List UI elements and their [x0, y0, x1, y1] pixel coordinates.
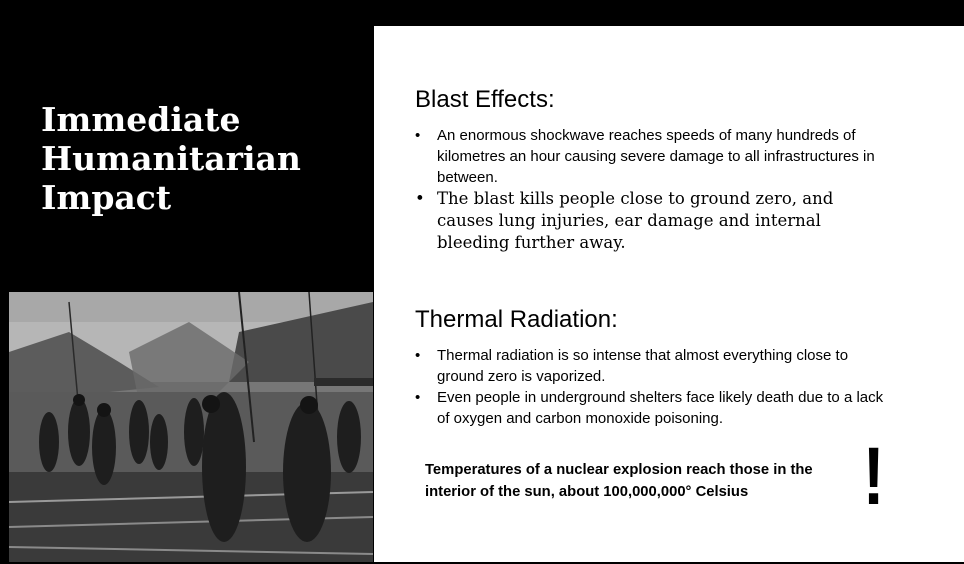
thermal-radiation-heading: Thermal Radiation:	[415, 306, 618, 333]
list-item: • The blast kills people close to ground zero, and causes lung injuries, ear damage and internal bleeding further away.	[415, 188, 875, 254]
top-black-bar	[0, 0, 964, 26]
title-panel	[9, 26, 373, 290]
thermal-radiation-list	[415, 345, 885, 429]
content-panel	[374, 26, 964, 562]
temperature-callout: Temperatures of a nuclear explosion reach those in the interior of the sun, about 100,000,000° Celsius	[425, 462, 813, 500]
historical-photo	[9, 292, 373, 562]
blast-effects-list	[415, 125, 875, 254]
exclamation-mark: !	[862, 431, 885, 522]
list-item: • Thermal radiation is so intense that almost everything close to ground zero is vaporized.	[415, 345, 885, 387]
list-item: • Even people in underground shelters face likely death due to a lack of oxygen and carbon monoxide poisoning.	[415, 387, 885, 429]
photo-image	[9, 292, 373, 562]
slide-title: Immediate Humanitarian Impact	[41, 100, 301, 217]
blast-effects-heading: Blast Effects:	[415, 86, 555, 113]
list-item: • An enormous shockwave reaches speeds of many hundreds of kilometres an hour causing severe damage to all infrastructures in between.	[415, 125, 875, 188]
